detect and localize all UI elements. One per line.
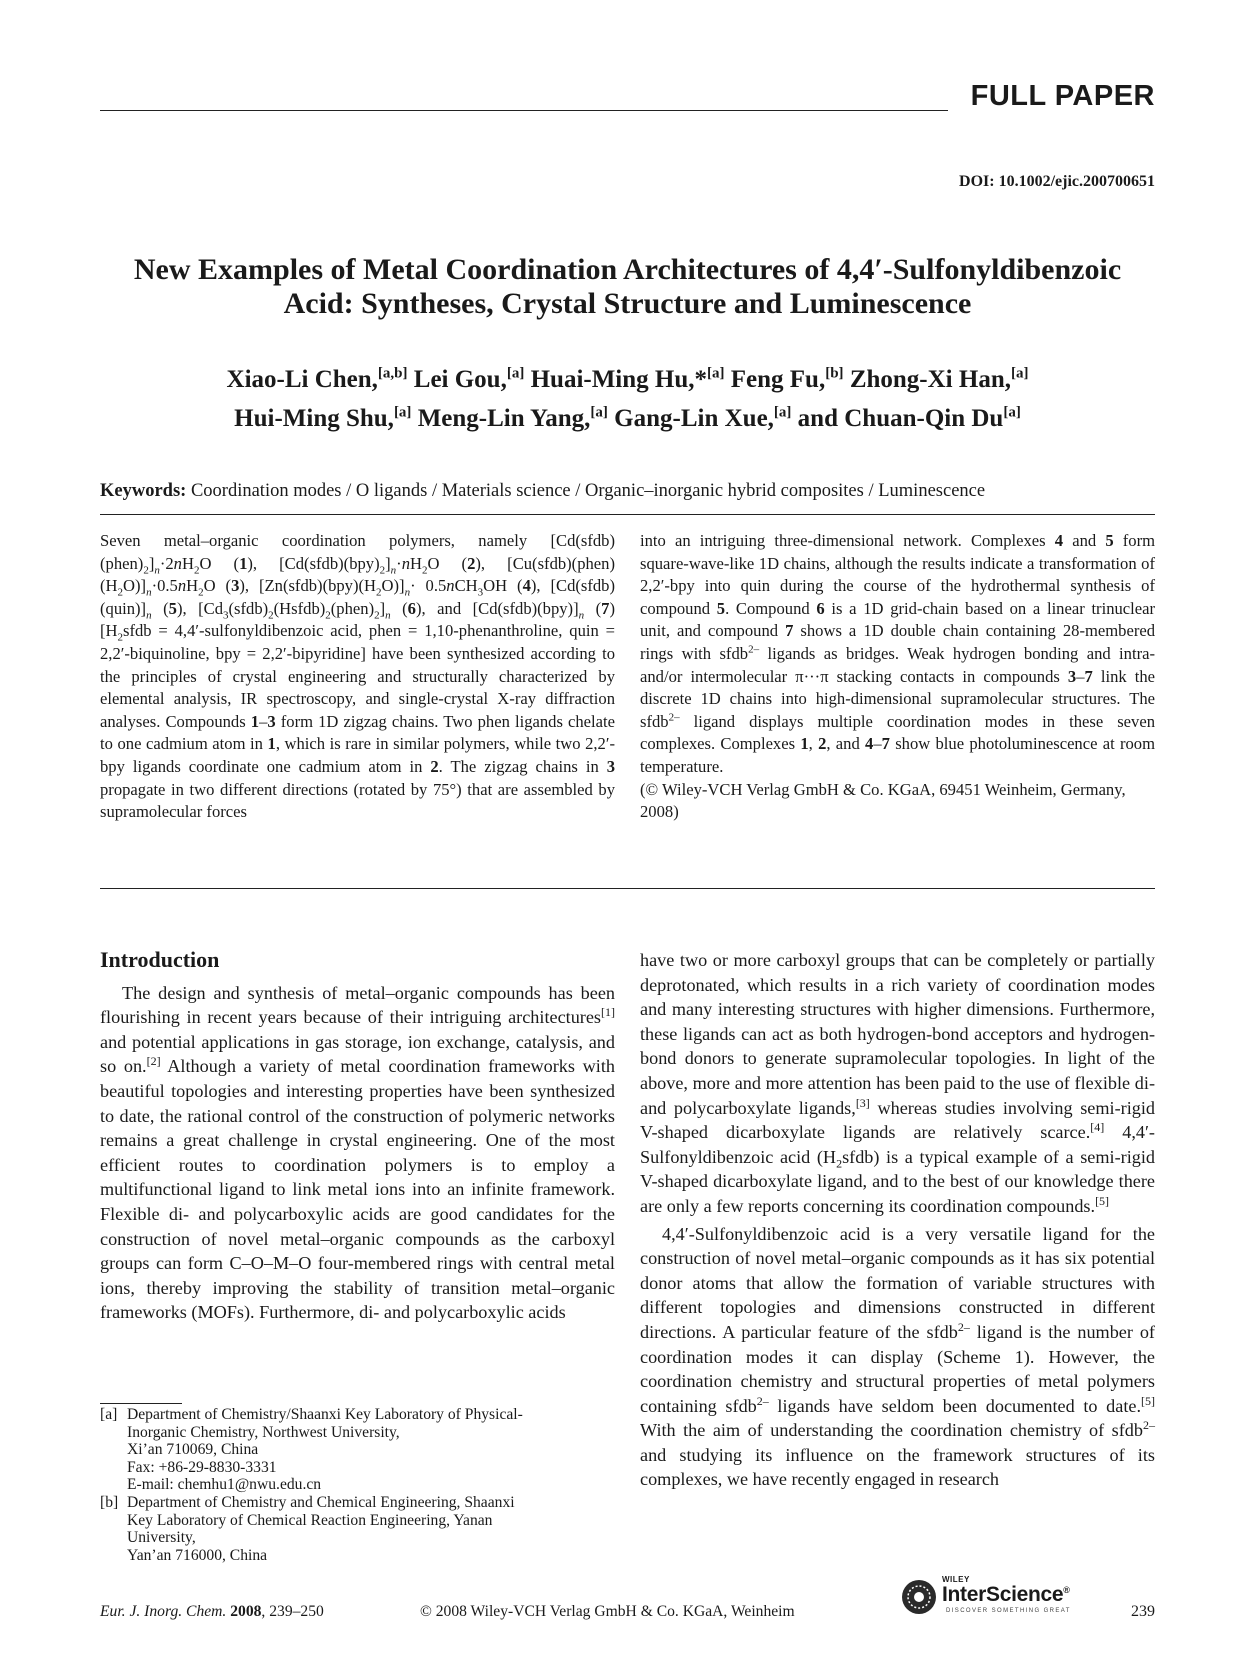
- doi[interactable]: DOI: 10.1002/ejic.200700651: [959, 173, 1155, 190]
- author: Meng-Lin Yang,[a]: [417, 404, 608, 432]
- author: Hui-Ming Shu,[a]: [234, 404, 412, 432]
- intro-left-column: [100, 948, 615, 1325]
- citation[interactable]: [4]: [1090, 1120, 1105, 1135]
- footnote-rule: [100, 1403, 182, 1404]
- abstract-text: into an intriguing three-dimensional network. Complexes 4 and 5 form square-wave-like 1D chains, although the results indicate a transformation of 2,2′-bpy into quin during the course of the hydrothermal synthesis of compound 5. Compound 6 is a 1D grid-chain based on a linear trinuclear unit, and compound 7 shows a 1D double chain containing 28-membered rings with sfdb$^{2-}$ ligands as bridges. Weak hydrogen bonding and intra- and/or intermolecular π···π stacking contacts in compounds 3–7 link the discrete 1D chains into high-dimensional supramolecular structures. The sfdb$^{2-}$ ligand displays multiple coordination modes in these seven complexes. Complexes 1, 2, and 4–7 show blue photoluminescence at room temperature.: [640, 531, 1156, 776]
- email[interactable]: E-mail: chemhu1@nwu.edu.cn: [127, 1476, 322, 1494]
- citation[interactable]: [5]: [1141, 1393, 1155, 1408]
- keywords: [100, 481, 1155, 502]
- author: Zhong-Xi Han,[a]: [849, 366, 1029, 394]
- journal-citation: Eur. J. Inorg. Chem. 2008, 239–250: [100, 1603, 324, 1620]
- globe-icon: [900, 1578, 938, 1616]
- abstract-left-column: [100, 530, 615, 824]
- author: Feng Fu,[b]: [730, 366, 844, 394]
- abstract-right-column: [640, 530, 1155, 824]
- paragraph: 4,4′-Sulfonyldibenzoic acid is a very versatile ligand for the construction of novel metal–organic compounds as it has six potential donor atoms that allow the formation of variable structures with different topologies and dimensions constructed in different directions. A particular feature of the sfdb$^{2-}$ ligand is the number of coordination modes it can display (Scheme 1). However, the coordination chemistry and structural properties of metal polymers containing sfdb$^{2-}$ ligands have seldom been documented to date.[5] With the aim of understanding the coordination chemistry of sfdb$^{2-}$ and studying its influence on the framework structures of its complexes, we have recently engaged in research: [640, 1223, 1155, 1490]
- author: Xiao-Li Chen,[a,b]: [226, 366, 408, 394]
- author: and Chuan-Qin Du[a]: [797, 404, 1021, 432]
- footnotes: [100, 1406, 615, 1564]
- keywords-label: Keywords:: [100, 481, 187, 501]
- title-line-2: Acid: Syntheses, Crystal Structure and Luminescence: [283, 287, 972, 320]
- author-line-1: [100, 358, 1155, 396]
- abstract-text: Seven metal–organic coordination polymers, namely $[Cd(sfdb)(phen)_2]_n\cdot 2nH_2O$ (1), $[Cd(sfdb)(bpy)_2]_n\cdot nH_2O$ (2), $[Cu(sfdb)(phen)(H_2O)]_n\cdot 0.5nH_2O$ (3), $[Zn(sfdb)(bpy)(H_2O)]_n\cdot 0.5nCH_3OH$ (4), $[Cd(sfdb)(quin)]_n$ (5), $[Cd_3(sfdb)_2(Hsfdb)_2(phen)_2]_n$ (6), and $[Cd(sfdb)(bpy)]_n$ (7) [$H_2sfdb$ = 4,4′-sulfonyldibenzoic acid, phen = 1,10-phenanthroline, quin = 2,2′-biquinoline, bpy = 2,2′-bipyridine] have been synthesized according to the principles of crystal engineering and structurally characterized by elemental analysis, IR spectroscopy, and single-crystal X-ray diffraction analyses. Compounds 1–3 form 1D zigzag chains. Two phen ligands chelate to one cadmium atom in 1, which is rare in similar polymers, while two 2,2′-bpy ligands coordinate one cadmium atom in 2. The zigzag chains in 3 propagate in two different directions (rotated by 75°) that are assembled by supramolecular forces: [100, 531, 615, 822]
- citation[interactable]: [2]: [146, 1054, 161, 1069]
- citation[interactable]: [1]: [601, 1005, 615, 1020]
- header-rule: [100, 110, 948, 111]
- keywords-text: Coordination modes / O ligands / Materials science / Organic–inorganic hybrid composites / Luminescence: [190, 481, 986, 501]
- section-label: FULL PAPER: [970, 80, 1155, 112]
- paragraph: The design and synthesis of metal–organic compounds has been flourishing in recent years because of their intriguing architectures[1] and potential applications in gas storage, ion exchange, catalysis, and so on.[2] Although a variety of metal coordination frameworks with beautiful topologies and interesting properties have been synthesized to date, the rational control of the construction of polymeric networks remains a great challenge in crystal engineering. One of the most efficient routes to coordination polymers is to employ a multifunctional ligand to link metal ions into an infinite framework. Flexible di- and polycarboxylic acids are good candidates for the construction of novel metal–organic compounds as the carboxyl groups can form C–O–M–O four-membered rings with central metal ions, thereby improving the stability of transition metal–organic frameworks (MOFs). Furthermore, di- and polycarboxylic acids: [100, 982, 615, 1323]
- citation[interactable]: [5]: [1095, 1193, 1110, 1208]
- section-heading: Introduction: [100, 947, 220, 972]
- footnote-a: [a] Department of Chemistry/Shaanxi Key Laboratory of Physical- Inorganic Chemistry, Northwest University, Xi’an 710069, China Fax: +86-29-8830-3331 E-mail: chemhu1@nwu.edu.cn: [100, 1406, 615, 1494]
- abstract-copyright: (© Wiley-VCH Verlag GmbH & Co. KGaA, 69451 Weinheim, Germany, 2008): [640, 779, 1126, 822]
- author: Huai-Ming Hu,*[a]: [530, 366, 725, 394]
- citation[interactable]: [3]: [855, 1095, 870, 1110]
- paper-title: [100, 253, 1155, 321]
- author: Lei Gou,[a]: [413, 366, 525, 394]
- author-list: [100, 358, 1155, 435]
- interscience-logo[interactable]: WILEY InterScience® DISCOVER SOMETHING GREAT: [900, 1575, 1075, 1619]
- author: Gang-Lin Xue,[a]: [614, 404, 792, 432]
- author-line-2: [100, 396, 1155, 434]
- intro-right-column: [640, 948, 1155, 1492]
- keywords-rule: [100, 514, 1155, 515]
- footer-copyright: © 2008 Wiley-VCH Verlag GmbH & Co. KGaA, Weinheim: [420, 1603, 795, 1620]
- footnote-b: [b] Department of Chemistry and Chemical Engineering, Shaanxi Key Laboratory of Chemical Reaction Engineering, Yanan University, Yan’an 716000, China: [100, 1493, 515, 1564]
- page-number: 239: [1131, 1603, 1155, 1620]
- title-line-1: New Examples of Metal Coordination Architectures of 4,4′-Sulfonyldibenzoic: [133, 253, 1122, 286]
- abstract-rule: [100, 888, 1155, 889]
- paragraph: have two or more carboxyl groups that can be completely or partially deprotonated, which results in a rich variety of coordination modes and many interesting structures with higher dimensions. Furthermore, these ligands can act as both hydrogen-bond acceptors and hydrogen-bond donors to generate supramolecular topologies. In light of the above, more and more attention has been paid to the use of flexible di- and polycarboxylate ligands,[3] whereas studies involving semi-rigid V-shaped dicarboxylate ligands are relatively scarce.[4] 4,4′-Sulfonyldibenzoic acid $(H_2sfdb)$ is a typical example of a semi-rigid V-shaped dicarboxylate ligand, and to the best of our knowledge there are only a few reports concerning its coordination compounds.[5]: [640, 950, 1155, 1216]
